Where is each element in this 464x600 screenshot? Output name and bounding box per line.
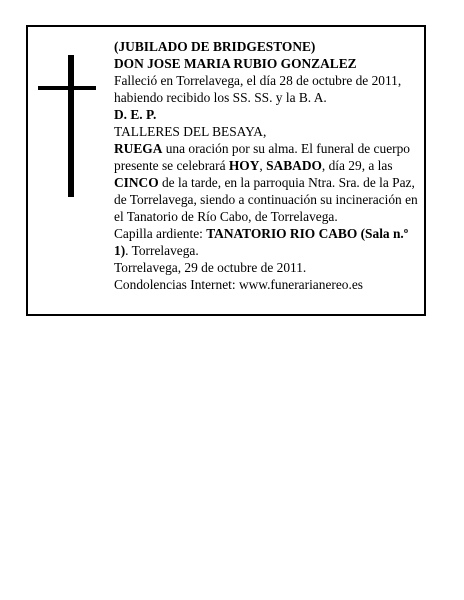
rip-line: D. E. P. — [114, 107, 157, 122]
organization-name: TALLERES DEL BESAYA, — [114, 124, 267, 139]
notice-header: (JUBILADO DE BRIDGESTONE) — [114, 39, 316, 54]
notice-body — [114, 38, 424, 293]
funeral-request: RUEGA una oración por su alma. El funeral de cuerpo presente se celebrará HOY, SABADO, día 29, a las CINCO de la tarde, en la parroquia Ntra. Sra. de la Paz, de Torrelavega, siendo a continuación su incineración en el Tanatorio de Río Cabo, de Torrelavega. — [114, 141, 418, 224]
cross-icon-bar — [38, 86, 96, 90]
cross-icon — [68, 55, 74, 197]
chapel-info: Capilla ardiente: TANATORIO RIO CABO (Sala n.º 1). Torrelavega. — [114, 226, 409, 258]
date-line: Torrelavega, 29 de octubre de 2011. — [114, 260, 307, 275]
death-statement: Falleció en Torrelavega, el día 28 de octubre de 2011, habiendo recibido los SS. SS. y la B. A. — [114, 73, 402, 105]
deceased-name: DON JOSE MARIA RUBIO GONZALEZ — [114, 56, 357, 71]
obituary-notice — [26, 25, 426, 316]
condolences-line: Condolencias Internet: www.funerarianereo.es — [114, 277, 363, 292]
